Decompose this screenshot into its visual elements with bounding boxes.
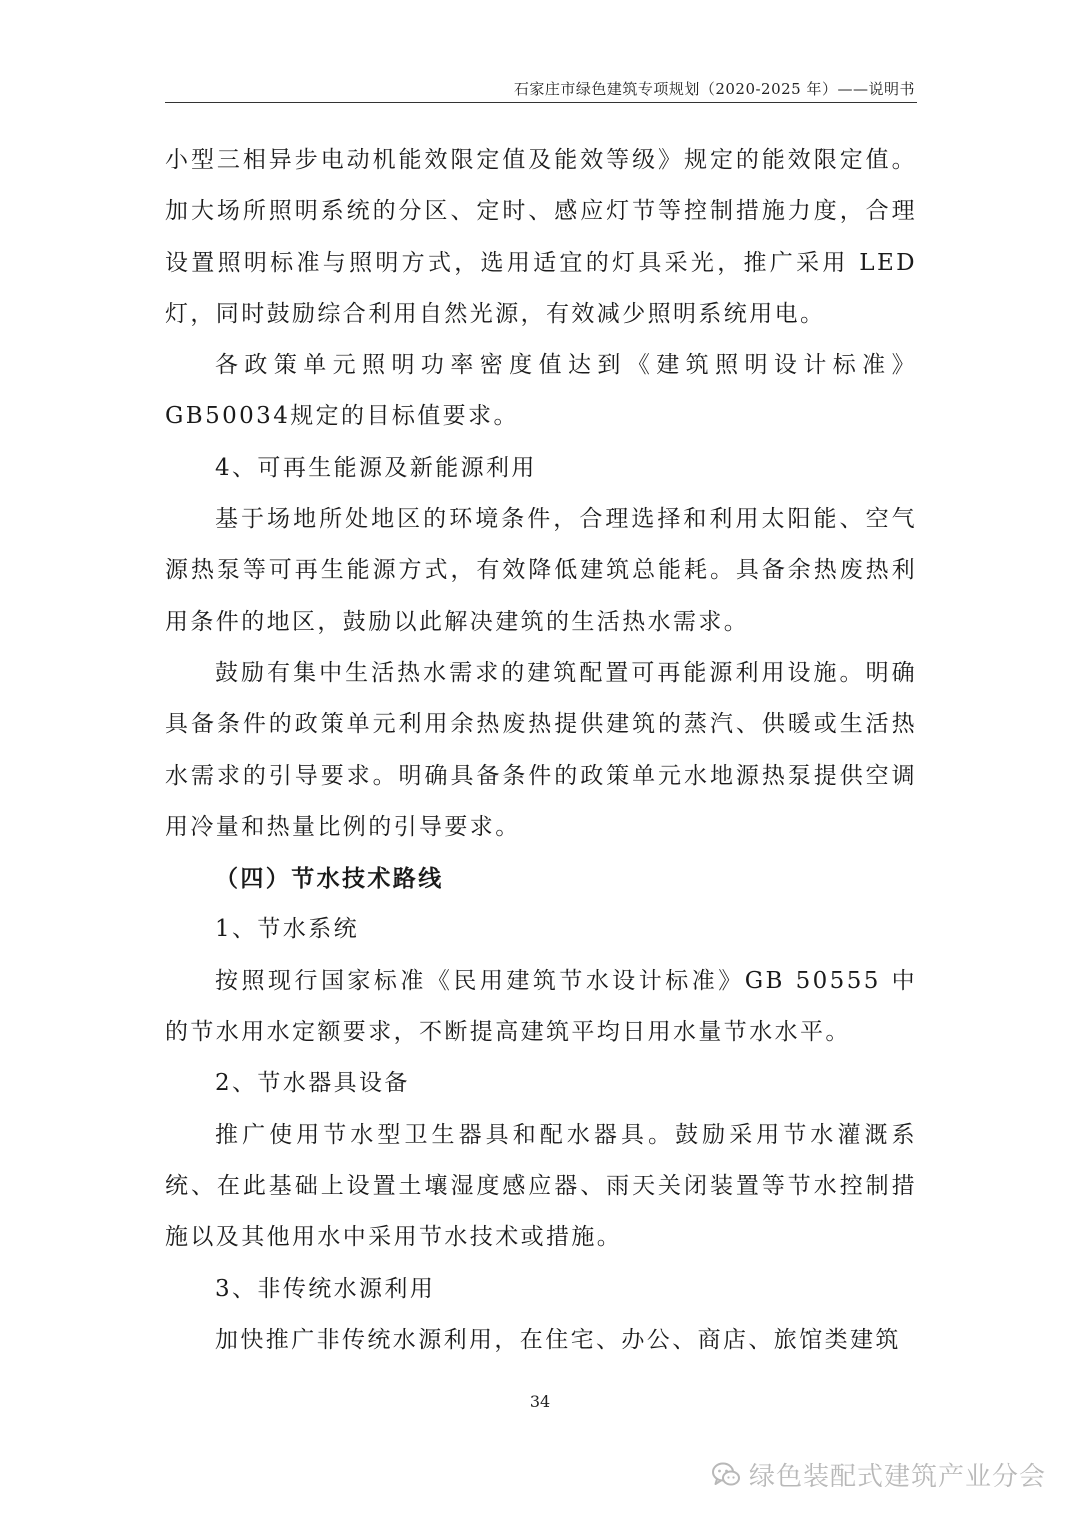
header-divider bbox=[165, 102, 917, 103]
paragraph-lighting-density: 各政策单元照明功率密度值达到《建筑照明设计标准》GB50034规定的目标值要求。 bbox=[165, 352, 917, 430]
paragraph-hot-water: 鼓励有集中生活热水需求的建筑配置可再能源利用设施。明确具备条件的政策单元利用余热废热提供建筑的蒸汽、供暖或生活热水需求的引导要求。明确具备条件的政策单元水地源热泵提供空调用冷量和热量比例的引导要求。 bbox=[165, 659, 917, 840]
paragraph-water-system: 按照现行国家标准《民用建筑节水设计标准》GB 50555 中的节水用水定额要求，不断提高建筑平均日用水量节水水平。 bbox=[165, 967, 917, 1046]
paragraph-water-appliances: 推广使用节水型卫生器具和配水器具。鼓励采用节水灌溉系统、在此基础上设置土壤湿度感应器、雨天关闭装置等节水控制措施以及其他用水中采用节水技术或措施。 bbox=[165, 1121, 917, 1251]
subheading-non-traditional-water: 3、非传统水源利用 bbox=[215, 1275, 436, 1302]
header-title: 石家庄市绿色建筑专项规划（2020-2025 年）——说明书 bbox=[513, 80, 915, 98]
page-number: 34 bbox=[529, 1392, 551, 1411]
paragraph-renewable-energy: 基于场地所处地区的环境条件，合理选择和利用太阳能、空气源热泵等可再生能源方式，有效降低建筑总能耗。具备余热废热利用条件的地区，鼓励以此解决建筑的生活热水需求。 bbox=[165, 506, 917, 635]
wechat-icon bbox=[711, 1460, 741, 1490]
document-header bbox=[165, 78, 915, 102]
section-heading-water-saving: （四）节水技术路线 bbox=[215, 865, 444, 893]
paragraph-lighting-continued: 小型三相异步电动机能效限定值及能效等级》规定的能效限定值。加大场所照明系统的分区、定时、感应灯节等控制措施力度，合理设置照明标准与照明方式，选用适宜的灯具采光，推广采用 LED 灯，同时鼓励综合利用自然光源，有效减少照明系统用电。 bbox=[165, 147, 917, 327]
paragraph-non-traditional-water: 加快推广非传统水源利用，在住宅、办公、商店、旅馆类建筑 bbox=[215, 1326, 901, 1353]
document-body bbox=[165, 135, 917, 1366]
subheading-water-system: 1、节水系统 bbox=[215, 916, 360, 943]
subheading-renewable-energy: 4、可再生能源及新能源利用 bbox=[215, 454, 537, 481]
watermark bbox=[711, 1456, 1046, 1493]
subheading-water-appliances: 2、节水器具设备 bbox=[215, 1070, 410, 1097]
watermark-text: 绿色装配式建筑产业分会 bbox=[748, 1462, 1046, 1492]
